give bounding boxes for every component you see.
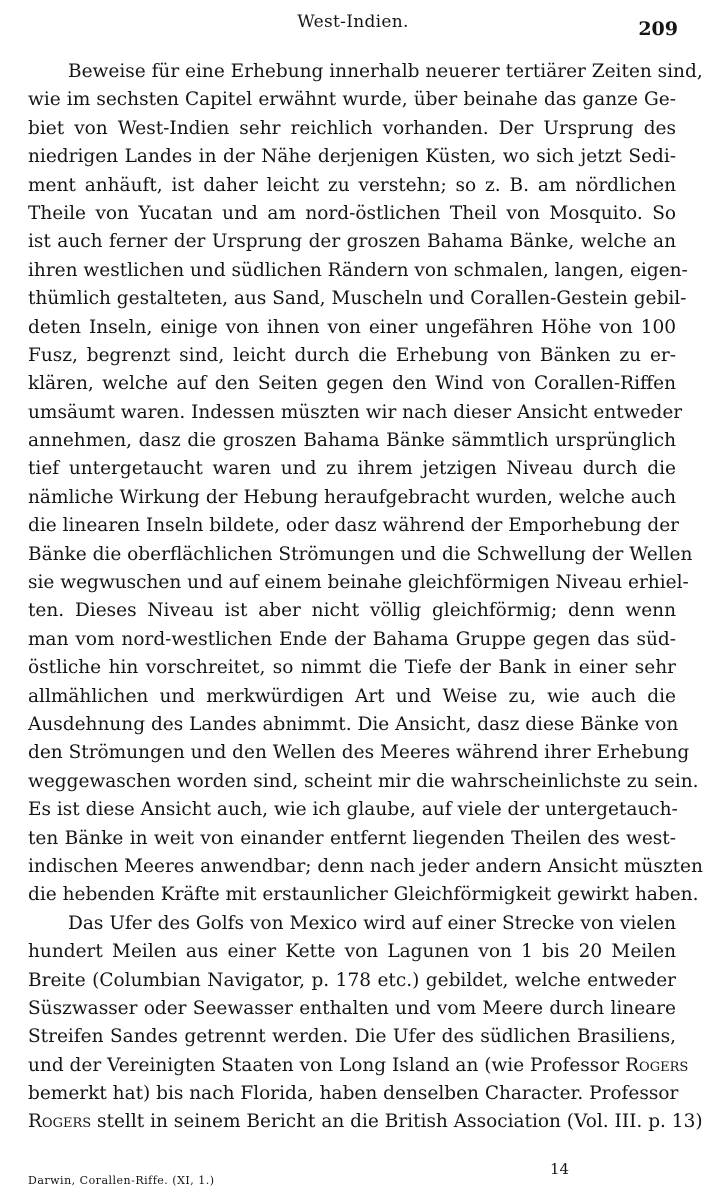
text-line: deten Inseln, einige von ihnen von einer ungefähren Höhe von 100 [28, 316, 676, 338]
author-name: Rogers [28, 1111, 92, 1133]
line-text: stellt in seinem Bericht an die British Association (Vol. III. p. 13) [97, 1111, 703, 1133]
text-line: wie im sechsten Capitel erwähnt wurde, über beinahe das ganze Ge- [28, 89, 676, 111]
text-line: niedrigen Landes in der Nähe derjenigen Küsten, wo sich jetzt Sedi- [28, 146, 676, 168]
text-line: indischen Meeres anwendbar; denn nach jeder andern Ansicht müszten [28, 855, 703, 877]
text-line: ten Bänke in weit von einander entfernt liegenden Theilen des west- [28, 827, 676, 849]
text-line: ten. Dieses Niveau ist aber nicht völlig gleichförmig; denn wenn [28, 600, 676, 622]
text-line: die hebenden Kräfte mit erstaunlicher Gleichförmigkeit gewirkt haben. [28, 884, 699, 906]
text-line: Streifen Sandes getrennt werden. Die Ufer des südlichen Brasiliens, [28, 1026, 676, 1048]
text-line: Breite (Columbian Navigator, p. 178 etc.) gebildet, welche entweder [28, 969, 676, 991]
text-line: nämliche Wirkung der Hebung heraufgebracht wurden, welche auch [28, 486, 676, 508]
text-line: klären, welche auf den Seiten gegen den Wind von Corallen-Riffen [28, 373, 676, 395]
paragraph-1 [28, 58, 703, 910]
text-line: Es ist diese Ansicht auch, wie ich glaube, auf viele der untergetauch- [28, 799, 678, 821]
author-name: Rogers [625, 1054, 689, 1076]
running-title: West-Indien. [297, 12, 409, 32]
page-number: 209 [638, 18, 678, 40]
text-line: Ausdehnung des Landes abnimmt. Die Ansicht, dasz diese Bänke von [28, 713, 679, 735]
text-line: ment anhäuft, ist daher leicht zu verstehn; so z. B. am nördlichen [28, 174, 676, 196]
text-line: thümlich gestalteten, aus Sand, Muscheln und Corallen-Gestein gebil- [28, 288, 687, 310]
text-line: Bänke die oberflächlichen Strömungen und die Schwellung der Wellen [28, 543, 693, 565]
text-line: den Strömungen und den Wellen des Meeres während ihrer Erhebung [28, 742, 690, 764]
text-line: biet von West-Indien sehr reichlich vorhanden. Der Ursprung des [28, 117, 676, 139]
text-line: umsäumt waren. Indessen müszten wir nach dieser Ansicht entweder [28, 401, 683, 423]
text-line [28, 1108, 703, 1136]
text-line: Das Ufer des Golfs von Mexico wird auf einer Strecke von vielen [68, 912, 676, 934]
text-line: annehmen, dasz die groszen Bahama Bänke sämmtlich ursprünglich [28, 430, 676, 452]
text-line: östliche hin vorschreitet, so nimmt die Tiefe der Bank in einer sehr [28, 657, 676, 679]
paragraph-2 [28, 910, 703, 1137]
text-line [28, 1052, 689, 1080]
body-text [28, 58, 703, 1137]
text-line: ist auch ferner der Ursprung der groszen Bahama Bänke, welche an [28, 231, 676, 253]
footer [28, 1160, 676, 1194]
text-line: allmählichen und merkwürdigen Art und Weise zu, wie auch die [28, 685, 676, 707]
signature-number: 14 [550, 1160, 570, 1178]
text-line: Fusz, begrenzt sind, leicht durch die Erhebung von Bänken zu er- [28, 344, 676, 366]
text-line: Beweise für eine Erhebung innerhalb neuerer tertiärer Zeiten sind, [68, 61, 703, 82]
text-line: bemerkt hat) bis nach Florida, haben denselben Character. Professor [28, 1083, 679, 1105]
text-line: tief untergetaucht waren und zu ihrem jetzigen Niveau durch die [28, 458, 676, 480]
text-line: weggewaschen worden sind, scheint mir die wahrscheinlichste zu sein. [28, 770, 699, 792]
printer-signature: Darwin, Corallen-Riffe. (XI, 1.) [28, 1174, 215, 1187]
text-line: die linearen Inseln bildete, oder dasz während der Emporhebung der [28, 515, 680, 537]
line-text: und der Vereinigten Staaten von Long Island an (wie Professor [28, 1054, 620, 1076]
running-header [28, 12, 678, 38]
text-line: ihren westlichen und südlichen Rändern von schmalen, langen, eigen- [28, 259, 688, 281]
text-line: hundert Meilen aus einer Kette von Lagunen von 1 bis 20 Meilen [28, 941, 676, 963]
text-line: man vom nord-westlichen Ende der Bahama Gruppe gegen das süd- [28, 628, 676, 650]
text-line: Theile von Yucatan und am nord-östlichen Theil von Mosquito. So [28, 202, 676, 224]
text-line: sie wegwuschen und auf einem beinahe gleichförmigen Niveau erhiel- [28, 572, 689, 594]
text-line: Süszwasser oder Seewasser enthalten und vom Meere durch lineare [28, 997, 676, 1019]
